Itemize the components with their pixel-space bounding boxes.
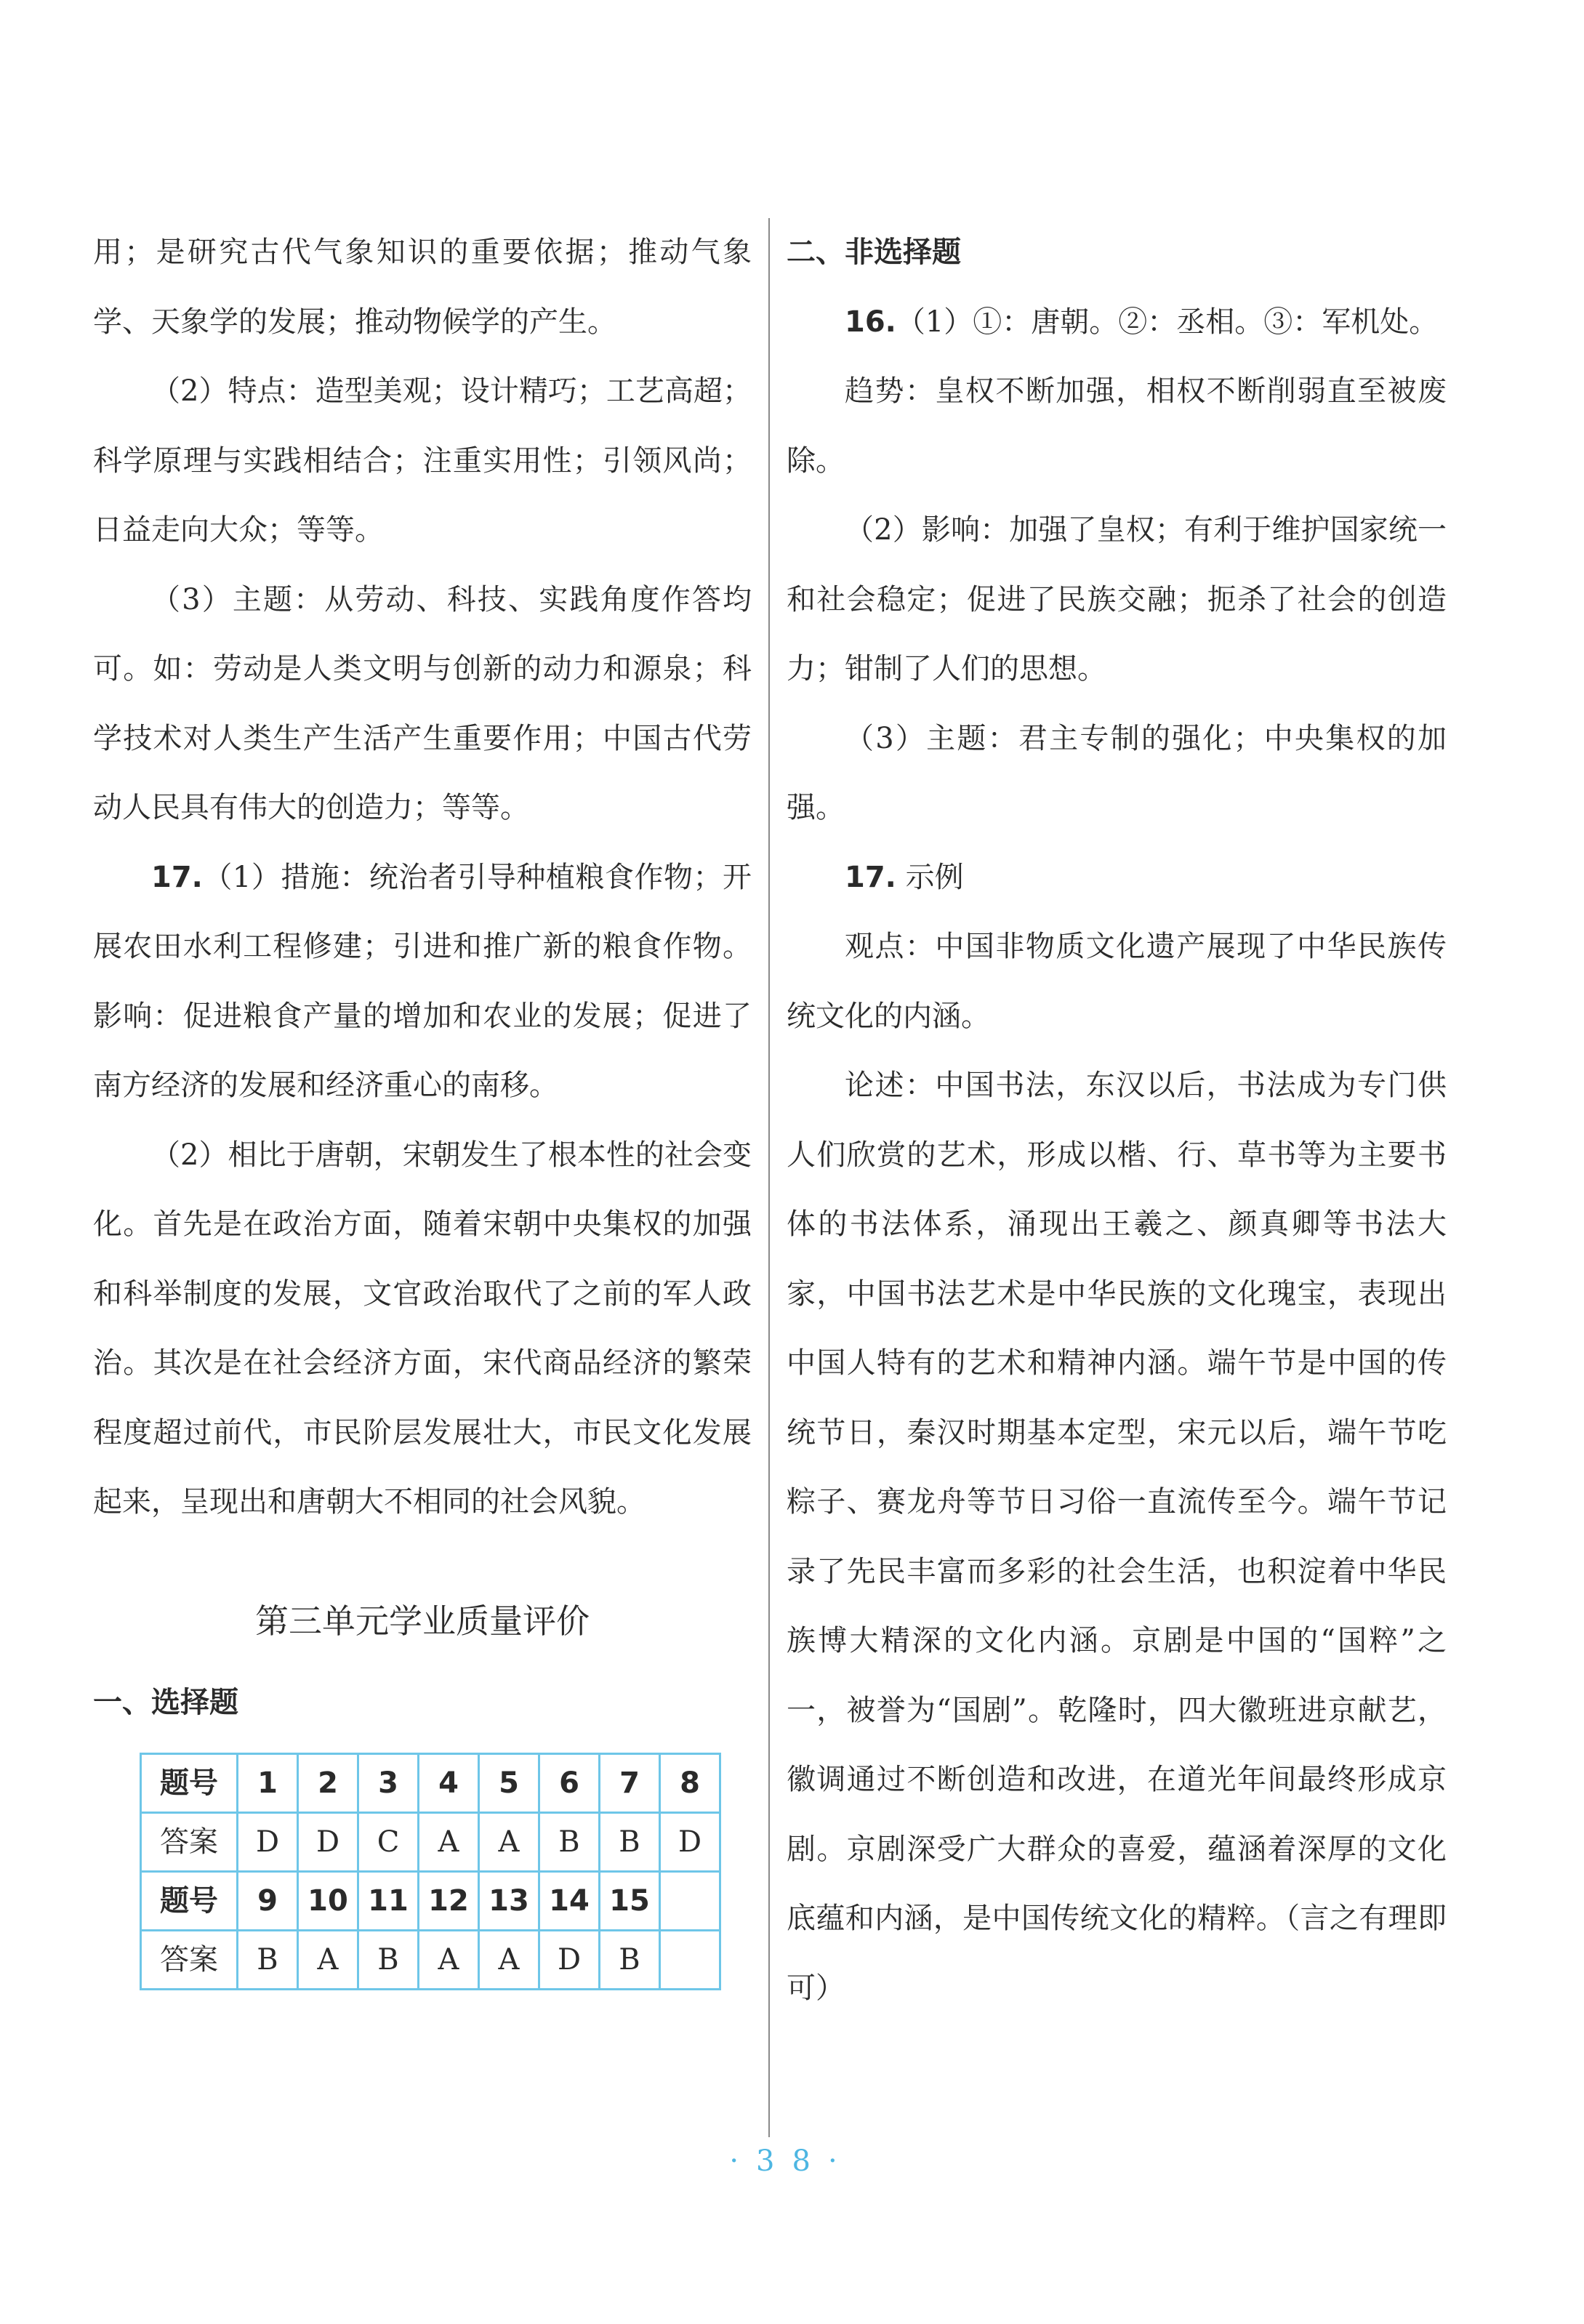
table-cell: 14 [539, 1871, 600, 1930]
question-number: 16. [845, 305, 896, 339]
table-cell: 4 [419, 1753, 479, 1812]
section-title: 一、选择题 [93, 1685, 238, 1719]
table-cell: A [419, 1930, 479, 1989]
table-row [141, 1753, 720, 1812]
table-cell: 9 [238, 1871, 298, 1930]
question-17-label [787, 843, 1447, 913]
column-divider [768, 218, 770, 2137]
right-column [787, 218, 1447, 2023]
paragraph-text: （1）①：唐朝。②：丞相。③：军机处。 [896, 305, 1439, 339]
table-cell: 3 [358, 1753, 419, 1812]
table-row [141, 1812, 720, 1871]
paragraph: （2）相比于唐朝，宋朝发生了根本性的社会变化。首先是在政治方面，随着宋朝中央集权的加强和科举制度的发展，文官政治取代了之前的军人政治。其次是在社会经济方面，宋代商品经济的繁荣程度超过前代，市民阶层发展壮大，市民文化发展起来，呈现出和唐朝大不相同的社会风貌。 [93, 1138, 752, 1519]
table-cell: D [539, 1930, 600, 1989]
table-cell: B [539, 1812, 600, 1871]
paragraph: （3）主题：从劳动、科技、实践角度作答均可。如：劳动是人类文明与创新的动力和源泉；科学技术对人类生产生活产生重要作用；中国古代劳动人民具有伟大的创造力；等等。 [93, 582, 752, 824]
table-cell: D [660, 1812, 720, 1871]
question-16-part1 [787, 288, 1447, 358]
paragraph-text: （1）措施：统治者引导种植粮食作物；开展农田水利工程修建；引进和推广新的粮食作物。影响：促进粮食产量的增加和农业的发展；促进了南方经济的发展和经济重心的南移。 [93, 860, 752, 1102]
table-row [141, 1871, 720, 1930]
unit-title: 第三单元学业质量评价 [255, 1601, 590, 1641]
table-cell: B [238, 1930, 298, 1989]
table-cell: A [419, 1812, 479, 1871]
table-cell: 13 [479, 1871, 539, 1930]
table-cell: 11 [358, 1871, 419, 1930]
paragraph: 趋势：皇权不断加强，相权不断削弱直至被废除。 [787, 374, 1447, 478]
page-number-footer [0, 2144, 1584, 2178]
example-label: 示例 [905, 860, 964, 894]
table-cell: 5 [479, 1753, 539, 1812]
table-cell: 12 [419, 1871, 479, 1930]
paragraph: 论述：中国书法，东汉以后，书法成为专门供人们欣赏的艺术，形成以楷、行、草书等为主要书体的书法体系，涌现出王羲之、颜真卿等书法大家，中国书法艺术是中华民族的文化瑰宝，表现出中国人特有的艺术和精神内涵。端午节是中国的传统节日，秦汉时期基本定型，宋元以后，端午节吃粽子、赛龙舟等节日习俗一直流传至今。端午节记录了先民丰富而多彩的社会生活，也积淀着中华民族博大精深的文化内涵。京剧是中国的“国粹”之一，被誉为“国剧”。乾隆时，四大徽班进京献艺，徽调通过不断创造和改进，在道光年间最终形成京剧。京剧深受广大群众的喜爱，蕴涵着深厚的文化底蕴和内涵，是中国传统文化的精粹。（言之有理即可） [787, 1069, 1447, 2005]
paragraph: （3）主题：君主专制的强化；中央集权的加强。 [787, 721, 1447, 824]
paragraph: 观点：中国非物质文化遗产展现了中华民族传统文化的内涵。 [787, 930, 1447, 1033]
paragraph: （2）影响：加强了皇权；有利于维护国家统一和社会稳定；促进了民族交融；扼杀了社会的创造力；钳制了人们的思想。 [787, 513, 1447, 685]
left-column [93, 218, 752, 1990]
table-cell: D [238, 1812, 298, 1871]
table-cell: D [298, 1812, 358, 1871]
page-dot: · [827, 2144, 855, 2178]
table-cell: B [600, 1930, 660, 1989]
table-row [141, 1930, 720, 1989]
table-cell: A [479, 1812, 539, 1871]
table-cell: A [298, 1930, 358, 1989]
table-cell: 15 [600, 1871, 660, 1930]
table-cell: 1 [238, 1753, 298, 1812]
table-cell: 8 [660, 1753, 720, 1812]
table-cell: 7 [600, 1753, 660, 1812]
table-cell: B [600, 1812, 660, 1871]
table-cell: B [358, 1930, 419, 1989]
answer-table [140, 1753, 721, 1990]
row-header: 题号 [141, 1871, 238, 1930]
table-cell: A [479, 1930, 539, 1989]
table-cell: 10 [298, 1871, 358, 1930]
table-cell: 2 [298, 1753, 358, 1812]
row-header: 答案 [141, 1930, 238, 1989]
table-cell: C [358, 1812, 419, 1871]
row-header: 题号 [141, 1753, 238, 1812]
question-17-part1 [93, 843, 752, 1121]
section-title: 二、非选择题 [787, 236, 961, 269]
page-dot: · [729, 2144, 757, 2178]
row-header: 答案 [141, 1812, 238, 1871]
paragraph: 用；是研究古代气象知识的重要依据；推动气象学、天象学的发展；推动物候学的产生。 [93, 236, 752, 339]
table-cell: 6 [539, 1753, 600, 1812]
table-cell [660, 1930, 720, 1989]
paragraph: （2）特点：造型美观；设计精巧；工艺高超；科学原理与实践相结合；注重实用性；引领风尚；日益走向大众；等等。 [93, 374, 752, 547]
page-number: 38 [756, 2144, 828, 2178]
question-number: 17. [845, 860, 896, 894]
table-cell [660, 1871, 720, 1930]
question-number: 17. [151, 860, 203, 894]
